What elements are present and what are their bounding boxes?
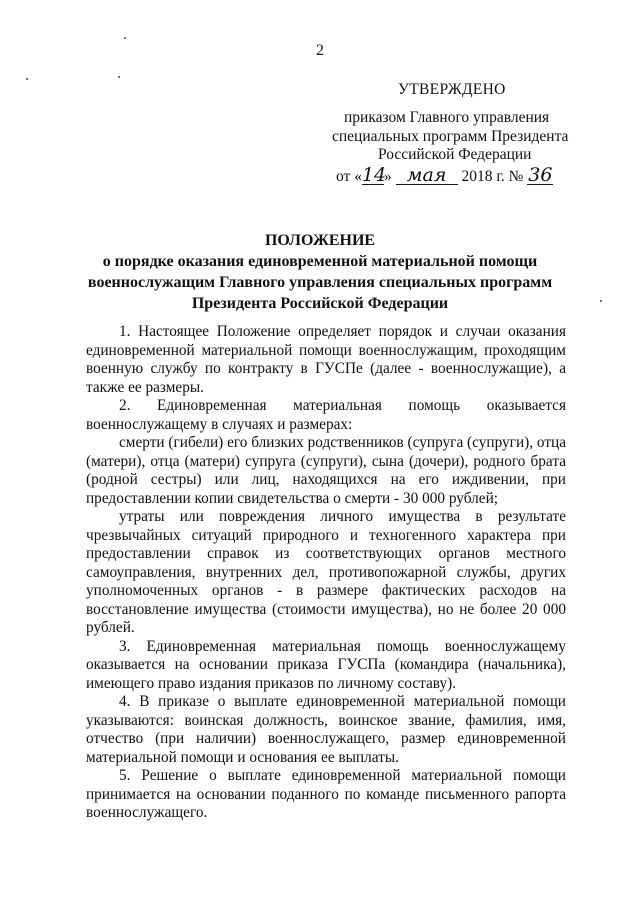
date-mid: » — [383, 168, 392, 185]
approval-line-2: специальных программ Президента — [332, 128, 569, 145]
title-line-2: военнослужащим Главного управления специальных программ — [87, 274, 553, 291]
handwritten-month: мая — [396, 166, 458, 185]
approval-date — [336, 166, 553, 186]
title-line-3: Президента Российской Федерации — [191, 295, 449, 312]
scan-speck — [118, 76, 120, 78]
scan-speck — [26, 78, 28, 80]
approval-line-3: Российской Федерации — [378, 146, 532, 163]
paragraph-3: 3. Единовременная материальная помощь военнослужащему оказывается на основании приказа ГУСПа (командира (начальника), имеющего право издания приказов по личному составу). — [86, 637, 566, 692]
paragraph-1: 1. Настоящее Положение определяет порядок и случаи оказания единовременной материальной помощи военнослужащим, проходящим военную службу по контракту в ГУСПе (далее - военнослужащие), а также ее размеры. — [86, 323, 566, 396]
paragraph-4: 4. В приказе о выплате единовременной материальной помощи указываются: воинская должность, воинское звание, фамилия, имя, отчество (при наличии) военнослужащего, размер единовременной материальной помощи и основания ее выплаты. — [86, 693, 566, 766]
scan-speck — [124, 37, 126, 39]
page-number: 2 — [316, 42, 324, 59]
document-title — [0, 230, 640, 314]
handwritten-day: 14 — [361, 164, 387, 186]
date-prefix: от « — [336, 168, 362, 185]
paragraph-2: 2. Единовременная материальная помощь оказывается военнослужащему в случаях и размерах: — [86, 397, 566, 433]
approval-heading: УТВЕРЖДЕНО — [398, 81, 506, 98]
handwritten-number: 36 — [528, 164, 553, 186]
document-body — [86, 323, 566, 823]
title-line-1: о порядке оказания единовременной материальной помощи — [102, 253, 538, 270]
approval-line-1: приказом Главного управления — [344, 109, 550, 126]
date-year: 2018 г. № — [461, 168, 524, 185]
title-heading: ПОЛОЖЕНИЕ — [264, 232, 376, 249]
paragraph-2-case-property: утраты или повреждения личного имущества в результате чрезвычайных ситуаций природного и техногенного характера при предоставлении справок из соответствующих органов местного самоуправления, внутренних дел, противопожарной службы, других уполномоченных органов - в размере фактических расходов на восстановление имущества (стоимости имущества), но не более 20 000 рублей. — [86, 508, 566, 636]
paragraph-2-case-death: смерти (гибели) его близких родственников (супруга (супруги), отца (матери), отца (матери) супруга (супруги), сына (дочери), родного брата (родной сестры) или лиц, находящихся на его иждивении, при предоставлении копии свидетельства о смерти - 30 000 рублей; — [86, 434, 566, 507]
paragraph-5: 5. Решение о выплате единовременной материальной помощи принимается на основании поданного по команде письменного рапорта военнослужащего. — [86, 767, 566, 821]
